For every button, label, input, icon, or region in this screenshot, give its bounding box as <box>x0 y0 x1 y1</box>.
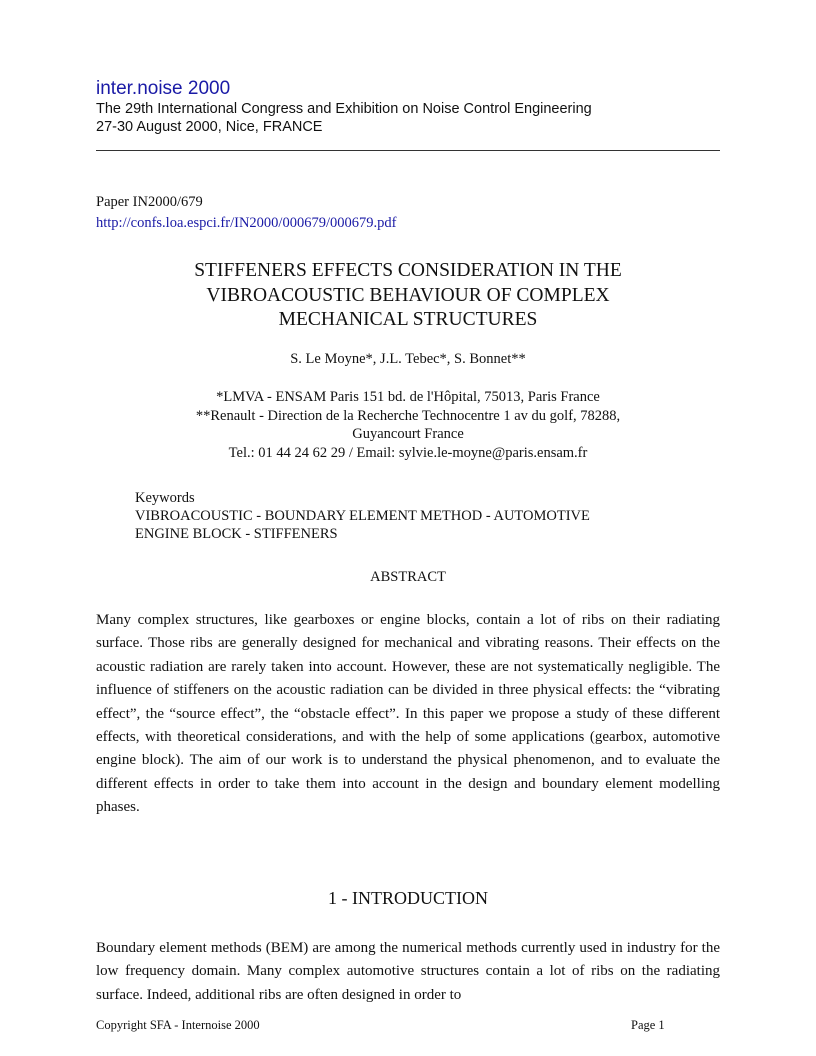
conference-subtitle: The 29th International Congress and Exhibition on Noise Control Engineering <box>96 101 592 117</box>
affiliation-line: Guyancourt France <box>352 426 464 442</box>
keywords-label: Keywords <box>135 490 195 506</box>
author-list: S. Le Moyne*, J.L. Tebec*, S. Bonnet** <box>290 351 526 367</box>
paper-id: Paper IN2000/679 <box>96 194 203 210</box>
keywords-line: ENGINE BLOCK - STIFFENERS <box>135 526 338 542</box>
affiliations <box>96 388 720 462</box>
conference-dates: 27-30 August 2000, Nice, FRANCE <box>96 119 323 135</box>
footer-copyright: Copyright SFA - Internoise 2000 <box>96 1018 260 1032</box>
paper-title-line: STIFFENERS EFFECTS CONSIDERATION IN THE <box>194 260 622 281</box>
paper-url-link[interactable]: http://confs.loa.espci.fr/IN2000/000679/000679.pdf <box>96 215 397 231</box>
keywords-block <box>135 489 590 543</box>
affiliation-line: **Renault - Direction de la Recherche Technocentre 1 av du golf, 78288, <box>195 407 621 424</box>
abstract-text: Many complex structures, like gearboxes or engine blocks, contain a lot of ribs on their radiating surface. Those ribs are generally designed for mechanical and vibrating reasons. Their effects on the acoustic radiation are rarely taken into account. However, these are not systematically negligible. The influence of stiffeners on the acoustic radiation can be divided in three physical effects: the “vibrating effect”, the “source effect”, the “obstacle effect”. In this paper we propose a study of these different effects, with theoretical considerations, and with the help of some applications (gearbox, automotive engine block). The aim of our work is to understand the physical phenomenon, and to evaluate the different effects in order to take them into account in the design and boundary element modelling phases. <box>96 612 720 816</box>
paper-title <box>96 259 720 333</box>
keywords-line: VIBROACOUSTIC - BOUNDARY ELEMENT METHOD - AUTOMOTIVE <box>135 508 590 524</box>
affiliation-line: Tel.: 01 44 24 62 29 / Email: sylvie.le-moyne@paris.ensam.fr <box>228 444 588 461</box>
header-divider <box>96 150 720 151</box>
affiliation-line: *LMVA - ENSAM Paris 151 bd. de l'Hôpital, 75013, Paris France <box>216 389 600 405</box>
paper-title-line: MECHANICAL STRUCTURES <box>278 309 538 330</box>
conference-name: inter.noise 2000 <box>96 78 231 99</box>
paper-title-line: VIBROACOUSTIC BEHAVIOUR OF COMPLEX <box>206 284 610 306</box>
footer-page-number: Page 1 <box>631 1018 665 1032</box>
conference-header <box>96 78 720 136</box>
introduction-text: Boundary element methods (BEM) are among the numerical methods currently used in industry for the low frequency domain. Many complex automotive structures contain a lot of ribs on the radiating surface. Indeed, additional ribs are often designed in order to <box>96 940 720 1003</box>
abstract-heading: ABSTRACT <box>370 569 446 585</box>
introduction-heading: 1 - INTRODUCTION <box>328 888 488 908</box>
